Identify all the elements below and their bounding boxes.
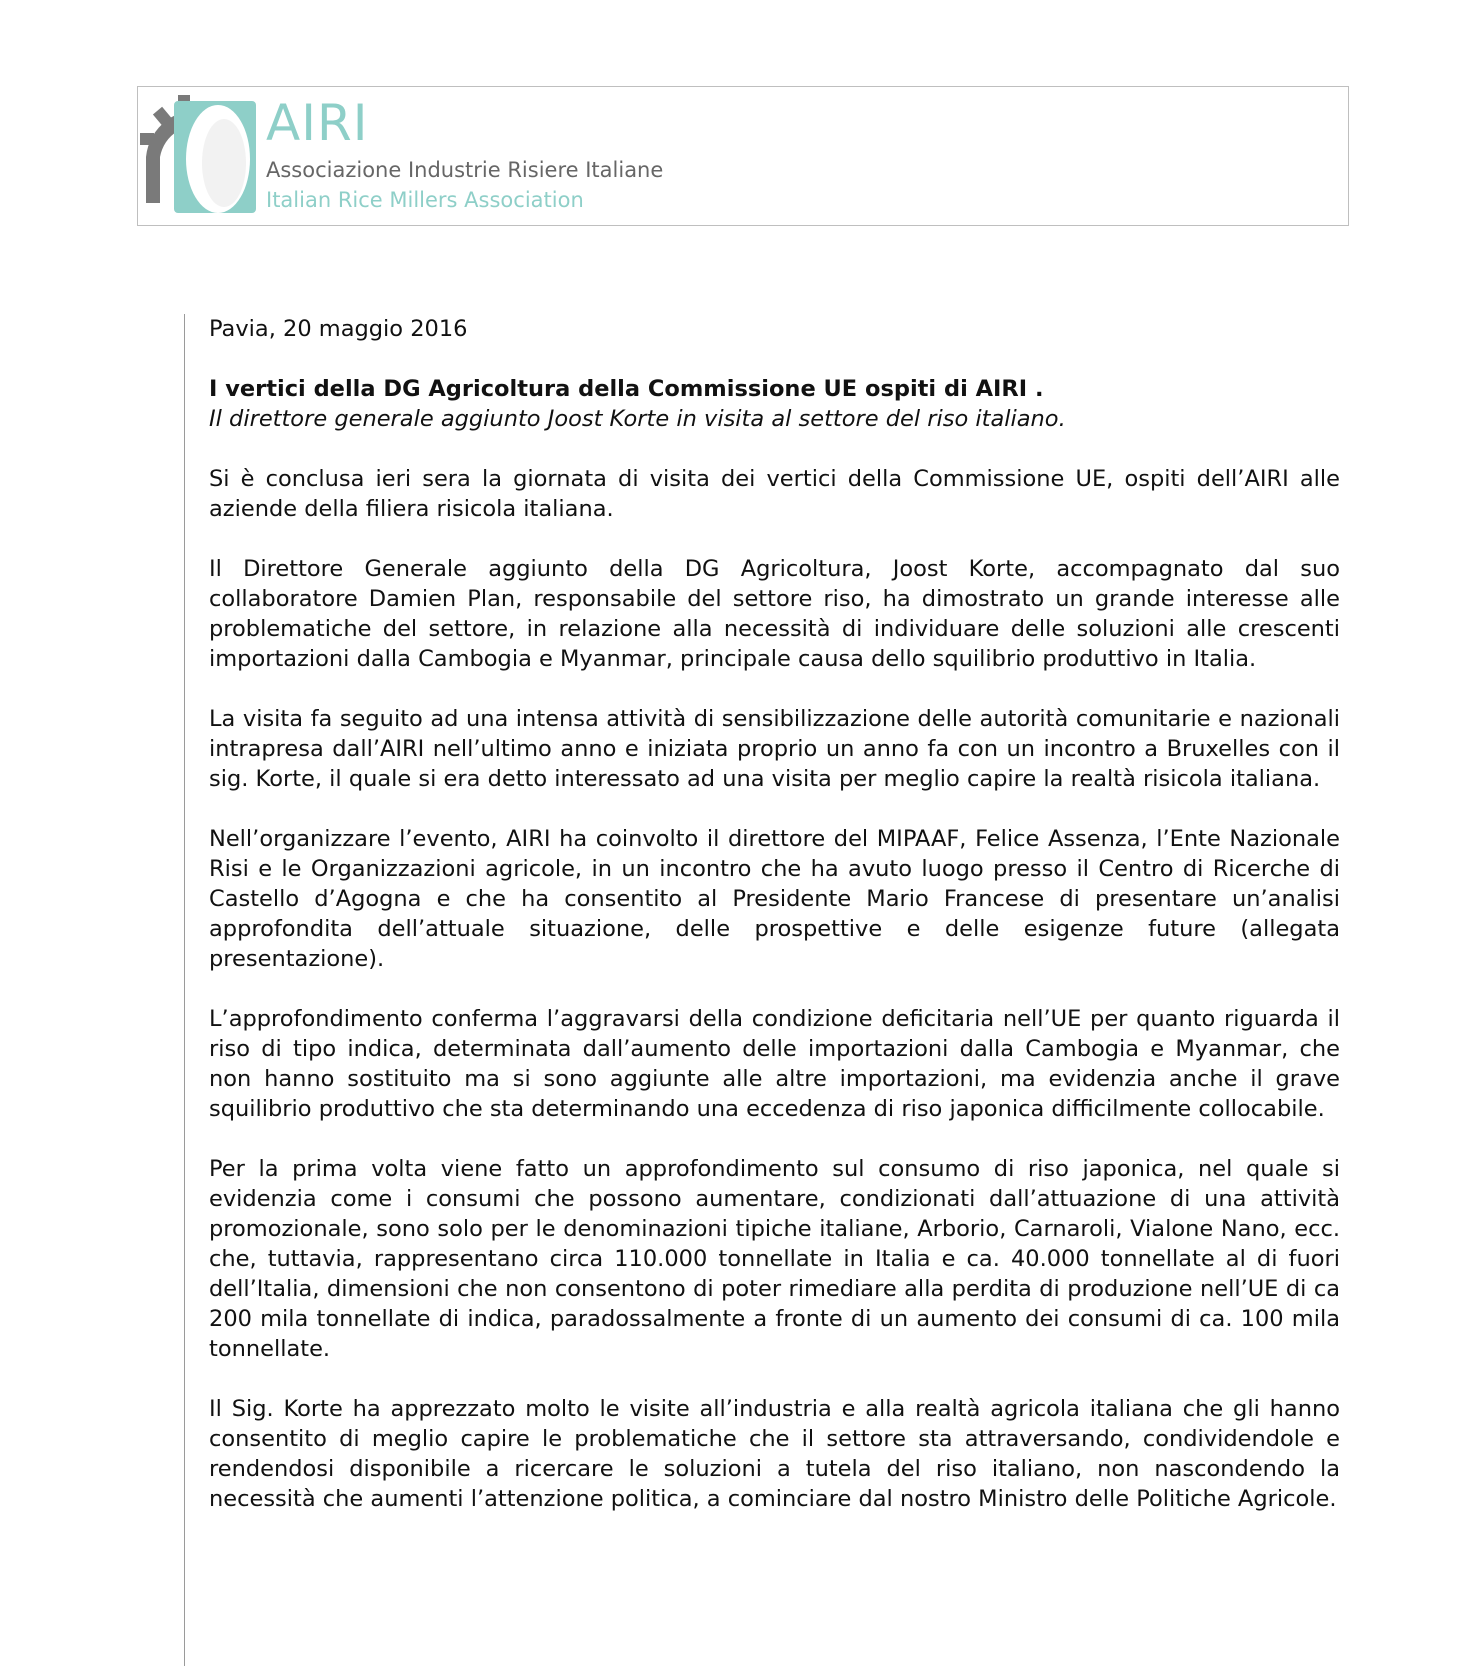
dateline: Pavia, 20 maggio 2016 — [209, 316, 468, 342]
logo-name: AIRI — [266, 94, 369, 152]
paragraph: Per la prima volta viene fatto un approfondimento sul consumo di riso japonica, nel quale si evidenzia come i consumi che possono aumentare, condizionati dall’attuazione di una attività promozionale, sono solo per le denominazioni tipiche italiane, Arborio, Carnaroli, Vialone Nano, ecc. che, tuttavia, rappresentano circa 110.000 tonnellate in Italia e ca. 40.000 tonnellate al di fuori dell’Italia, dimensioni che non consentono di poter rimediare alla perdita di produzione nell’UE di ca 200 mila tonnellate di indica, paradossalmente a fronte di un aumento dei consumi di ca. 100 mila tonnellate. — [209, 1156, 1340, 1362]
margin-rule — [184, 314, 185, 1666]
letter-body — [209, 314, 1340, 1544]
logo-subtitle-italian: Associazione Industrie Risiere Italiane — [266, 158, 664, 182]
letterhead — [137, 86, 1349, 226]
paragraph: Nell’organizzare l’evento, AIRI ha coinvolto il direttore del MIPAAF, Felice Assenza, l’Ente Nazionale Risi e le Organizzazioni agricole, in un incontro che ha avuto luogo presso il Centro di Ricerche di Castello d’Agogna e che ha consentito al Presidente Mario Francese di presentare un’analisi approfondita dell’attuale situazione, delle prospettive e delle esigenze future (allegata presentazione). — [209, 826, 1340, 972]
airi-logo-icon — [138, 93, 258, 221]
paragraph: Si è conclusa ieri sera la giornata di visita dei vertici della Commissione UE, ospiti dell’AIRI alle aziende della filiera risicola italiana. — [209, 466, 1340, 522]
logo-subtitle-english: Italian Rice Millers Association — [266, 188, 584, 212]
headline: I vertici della DG Agricoltura della Commissione UE ospiti di AIRI . — [209, 376, 1044, 402]
paragraph: La visita fa seguito ad una intensa attività di sensibilizzazione delle autorità comunitarie e nazionali intrapresa dall’AIRI nell’ultimo anno e iniziata proprio un anno fa con un incontro a Bruxelles con il sig. Korte, il quale si era detto interessato ad una visita per meglio capire la realtà risicola italiana. — [209, 706, 1340, 792]
paragraph: Il Sig. Korte ha apprezzato molto le visite all’industria e alla realtà agricola italiana che gli hanno consentito di meglio capire le problematiche che il settore sta attraversando, condividendole e rendendosi disponibile a ricercare le soluzioni a tutela del riso italiano, non nascondendo la necessità che aumenti l’attenzione politica, a cominciare dal nostro Ministro delle Politiche Agricole. — [209, 1396, 1340, 1512]
paragraph: L’approfondimento conferma l’aggravarsi della condizione deficitaria nell’UE per quanto riguarda il riso di tipo indica, determinata dall’aumento delle importazioni dalla Cambogia e Myanmar, che non hanno sostituito ma si sono aggiunte alle altre importazioni, ma evidenzia anche il grave squilibrio produttivo che sta determinando una eccedenza di riso japonica difficilmente collocabile. — [209, 1006, 1340, 1122]
subtitle: Il direttore generale aggiunto Joost Korte in visita al settore del riso italiano. — [209, 406, 1066, 432]
paragraph: Il Direttore Generale aggiunto della DG Agricoltura, Joost Korte, accompagnato dal suo collaboratore Damien Plan, responsabile del settore riso, ha dimostrato un grande interesse alle problematiche del settore, in relazione alla necessità di individuare delle soluzioni alle crescenti importazioni dalla Cambogia e Myanmar, principale causa dello squilibrio produttivo in Italia. — [209, 556, 1340, 672]
